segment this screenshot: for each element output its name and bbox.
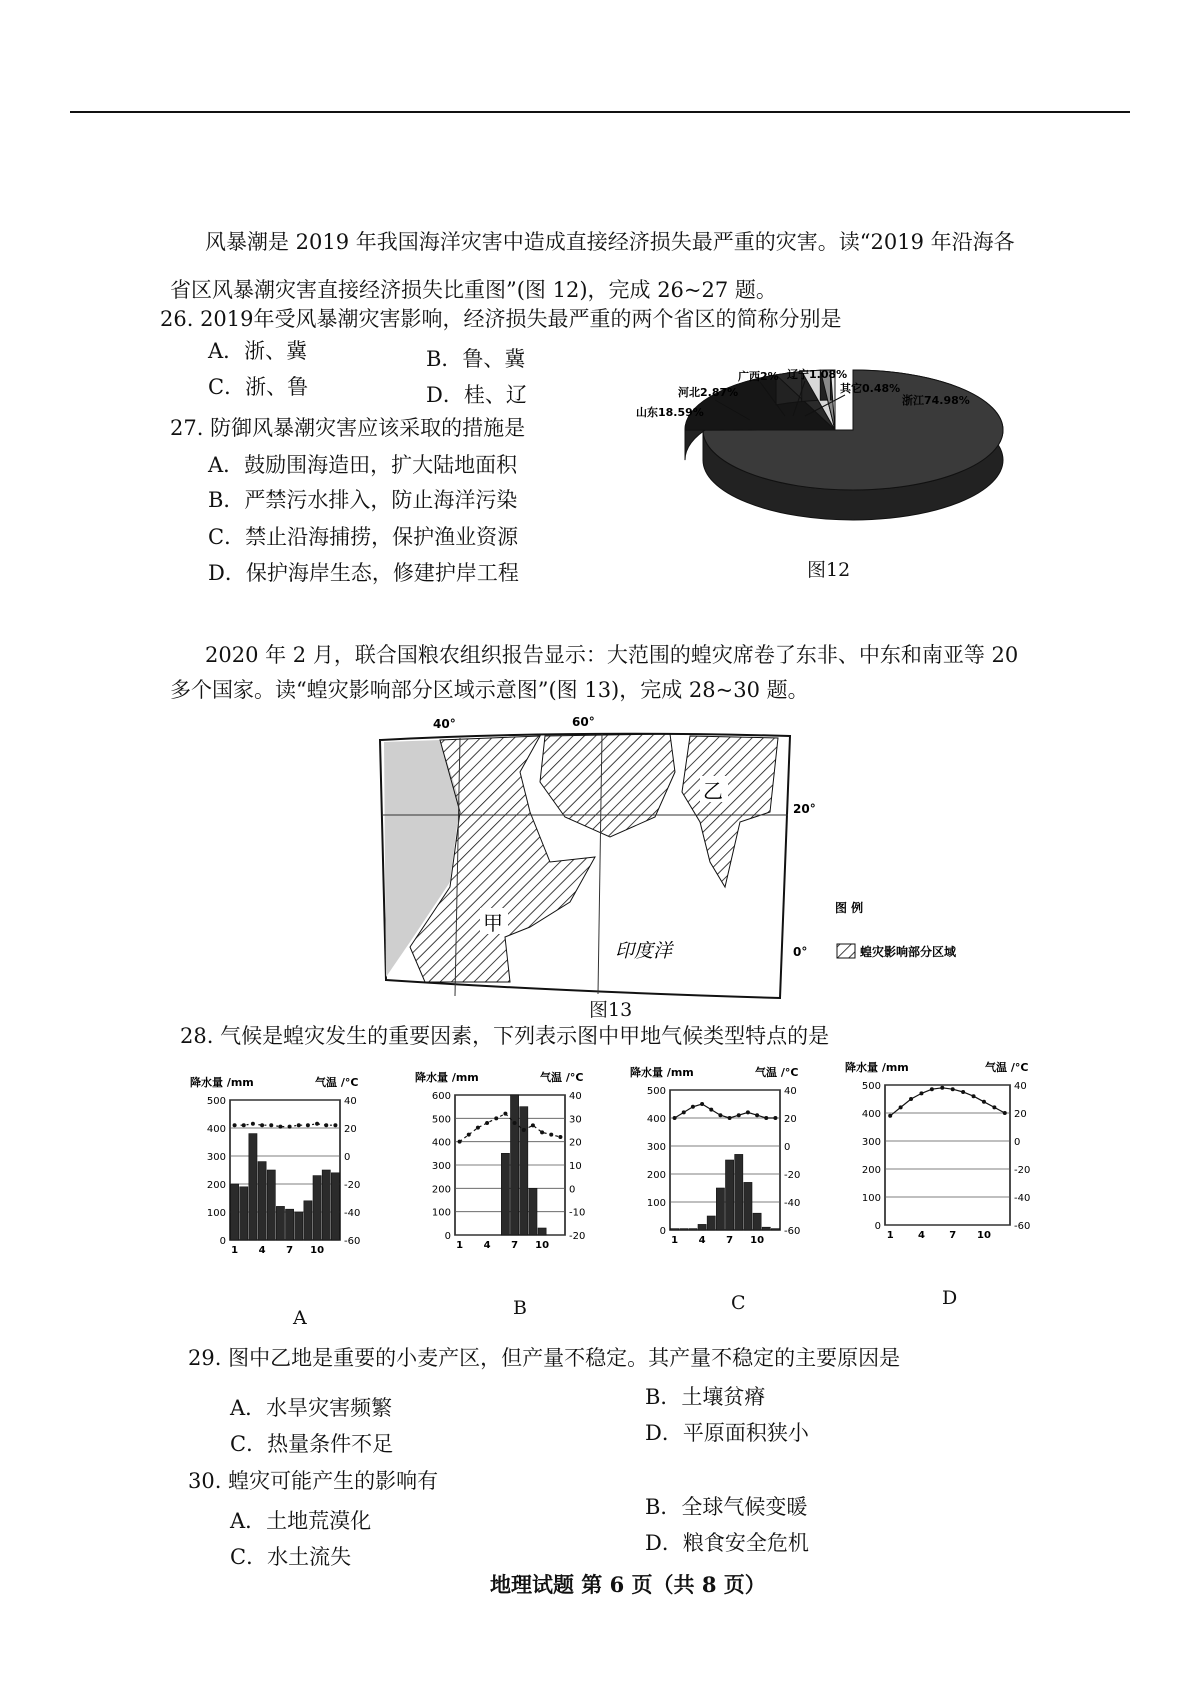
fig12-pie-chart (630, 360, 1010, 550)
climate-ytick: 100 (431, 1207, 451, 1219)
climate-ylabel-D: 降水量 /mm (845, 1061, 909, 1074)
climate-xtick: 10 (310, 1245, 325, 1256)
climate-bar-B-9 (529, 1188, 537, 1235)
passage2-line2: 多个国家。读“蝗灾影响部分区域示意图”(图 13)，完成 28~30 题。 (170, 678, 809, 702)
map-legend-swatch (837, 944, 855, 958)
climate-xtick: 10 (750, 1235, 765, 1246)
chart-b-label: B (513, 1297, 527, 1319)
climate-ytick: 300 (206, 1152, 226, 1163)
climate-xtick: 4 (483, 1240, 491, 1251)
q27-option-d: D．保护海岸生态，修建护岸工程 (208, 561, 519, 585)
climate-xtick: 1 (231, 1245, 239, 1256)
climate-ytick: 500 (646, 1086, 666, 1097)
climate-temp-point (773, 1116, 777, 1120)
map-label-ocean: 印度洋 (615, 940, 673, 962)
q29-stem: 29. 图中乙地是重要的小麦产区，但产量不稳定。其产量不稳定的主要原因是 (188, 1346, 901, 1370)
climate-y2tick: -20 (344, 1180, 361, 1191)
climate-ytick: 200 (861, 1165, 881, 1176)
climate-temp-point (494, 1116, 498, 1120)
fig13-locust-map (370, 712, 970, 1002)
map-lon-40: 40° (433, 717, 456, 731)
climate-ytick: 100 (206, 1208, 226, 1219)
climate-y2tick: -60 (1014, 1221, 1031, 1232)
climate-ytick: 100 (646, 1198, 666, 1209)
climate-temp-point (540, 1130, 544, 1134)
climate-xtick: 10 (535, 1240, 550, 1251)
climate-y2tick: -20 (1014, 1165, 1031, 1176)
q27-stem: 27. 防御风暴潮灾害应该采取的措施是 (170, 416, 526, 440)
climate-y2tick: 40 (344, 1096, 357, 1107)
climate-xtick: 4 (698, 1235, 706, 1246)
climate-y2tick: 20 (569, 1137, 582, 1149)
q30-option-d: D．粮食安全危机 (645, 1531, 809, 1555)
climate-ytick: 400 (646, 1114, 666, 1125)
climate-temp-point (260, 1123, 264, 1127)
fig12-caption: 图12 (807, 559, 851, 581)
climate-ylabel-A: 降水量 /mm (190, 1076, 254, 1089)
climate-ytick: 300 (861, 1137, 881, 1148)
chart-c-label: C (731, 1292, 746, 1314)
climate-y2tick: -40 (784, 1198, 801, 1209)
map-legend-title: 图 例 (835, 901, 864, 915)
climate-temp-point (982, 1100, 986, 1104)
climate-bar-B-8 (520, 1107, 528, 1235)
climate-xtick: 7 (511, 1240, 519, 1251)
climate-bar-A-2 (240, 1187, 248, 1240)
passage1-line1: 风暴潮是 2019 年我国海洋灾害中造成直接经济损失最严重的灾害。读“2019 年沿海各 (205, 230, 1015, 254)
climate-ytick: 400 (206, 1124, 226, 1135)
q27-option-a: A．鼓励围海造田，扩大陆地面积 (208, 453, 518, 477)
climate-temp-point (558, 1135, 562, 1139)
climate-ytick: 200 (646, 1170, 666, 1181)
climate-bar-B-6 (501, 1153, 509, 1235)
climate-bar-A-8 (295, 1212, 303, 1240)
q26-option-d: D．桂、辽 (426, 383, 527, 407)
climate-y2tick: 0 (569, 1184, 576, 1196)
pie-label-liaoning: 辽宁1.08% (787, 368, 848, 381)
climate-ylabel-B: 降水量 /mm (415, 1071, 479, 1084)
climate-temp-point (315, 1122, 319, 1126)
climate-xtick: 4 (258, 1245, 266, 1256)
climate-y2tick: 0 (784, 1142, 791, 1153)
climate-xtick: 10 (976, 1230, 991, 1241)
climate-bar-A-7 (286, 1209, 294, 1240)
climate-bar-C-7 (726, 1160, 734, 1230)
climate-y2tick: 20 (1014, 1109, 1027, 1120)
climate-temp-point (755, 1113, 759, 1117)
climate-ytick: 300 (431, 1161, 451, 1172)
climate-bar-C-11 (762, 1227, 770, 1230)
climate-temp-point (522, 1128, 526, 1132)
climate-temp-point (909, 1097, 913, 1101)
climate-ytick: 0 (219, 1236, 226, 1247)
climate-bar-A-6 (276, 1206, 284, 1240)
climate-temp-point (288, 1125, 292, 1129)
map-lat-20: 20° (793, 802, 816, 816)
climate-ytick: 0 (659, 1226, 666, 1237)
climate-temp-point (728, 1116, 732, 1120)
climate-temp-point (531, 1123, 535, 1127)
q29-option-a: A．水旱灾害频繁 (230, 1396, 393, 1420)
q28-stem: 28. 气候是蝗灾发生的重要因素，下列表示图中甲地气候类型特点的是 (180, 1024, 830, 1048)
climate-xtick: 1 (886, 1230, 894, 1241)
climate-temp-point (278, 1125, 282, 1129)
climate-ytick: 500 (861, 1081, 881, 1092)
climate-temp-point (251, 1122, 255, 1126)
climate-xtick: 4 (917, 1230, 925, 1241)
climate-bar-A-4 (258, 1162, 266, 1240)
climate-temp-point (297, 1123, 301, 1127)
climate-temp-point (306, 1123, 310, 1127)
climate-bar-A-12 (331, 1173, 339, 1240)
climate-bar-A-1 (231, 1184, 239, 1240)
climate-temp-point (467, 1133, 471, 1137)
climate-temp-point (673, 1116, 677, 1120)
q26-stem: 26. 2019年受风暴潮灾害影响，经济损失最严重的两个省区的简称分别是 (160, 307, 842, 331)
climate-temp-point (549, 1133, 553, 1137)
climate-y2label-A: 气温 /°C (315, 1076, 359, 1089)
q29-option-d: D．平原面积狭小 (645, 1421, 809, 1445)
climate-temp-point (458, 1140, 462, 1144)
climate-temp-point (513, 1121, 517, 1125)
climate-y2tick: 20 (784, 1114, 797, 1125)
climate-y2tick: 40 (1014, 1081, 1027, 1092)
climate-xtick: 1 (671, 1235, 679, 1246)
q27-option-c: C．禁止沿海捕捞，保护渔业资源 (208, 525, 519, 549)
climate-temp-point (919, 1091, 923, 1095)
climate-ytick: 400 (431, 1137, 451, 1149)
climate-temp-point (899, 1105, 903, 1109)
climate-temp-point (485, 1121, 489, 1125)
climate-bar-C-6 (716, 1188, 724, 1230)
climate-bar-C-10 (753, 1213, 761, 1230)
q29-option-b: B．土壤贫瘠 (645, 1385, 766, 1409)
climate-temp-point (691, 1105, 695, 1109)
climate-ytick: 0 (444, 1231, 451, 1242)
q30-option-a: A．土地荒漠化 (230, 1509, 372, 1533)
climate-ytick: 400 (861, 1109, 881, 1120)
climate-temp-point (737, 1113, 741, 1117)
climate-temp-point (951, 1087, 955, 1091)
climate-y2tick: 20 (344, 1124, 357, 1135)
q27-option-b: B．严禁污水排入，防止海洋污染 (208, 488, 518, 512)
climate-bar-A-3 (249, 1134, 257, 1240)
climate-temp-point (476, 1126, 480, 1130)
climate-y2tick: -10 (569, 1207, 586, 1219)
climate-y2tick: 0 (1014, 1137, 1021, 1148)
climate-temp-point (503, 1112, 507, 1116)
climate-y2tick: -40 (1014, 1193, 1031, 1204)
climate-bar-C-12 (771, 1229, 779, 1230)
top-rule (70, 111, 1130, 113)
climate-ylabel-C: 降水量 /mm (630, 1066, 694, 1079)
climate-bar-A-9 (304, 1201, 312, 1240)
climate-temp-point (700, 1102, 704, 1106)
climate-temp-point (972, 1094, 976, 1098)
climate-y2tick: -60 (344, 1236, 361, 1247)
climate-bar-A-5 (267, 1170, 275, 1240)
page-footer: 地理试题 第 6 页（共 8 页） (490, 1572, 766, 1597)
passage2-line1: 2020 年 2 月，联合国粮农组织报告显示：大范围的蝗灾席卷了东非、中东和南亚等 20 (205, 643, 1019, 667)
climate-bar-C-4 (698, 1224, 706, 1230)
climate-xtick: 1 (456, 1240, 464, 1251)
chart-a-label: A (293, 1307, 307, 1329)
q26-option-b: B．鲁、冀 (426, 347, 526, 371)
climate-y2tick: 10 (569, 1161, 582, 1172)
climate-charts (190, 1061, 1050, 1325)
climate-temp-point (242, 1123, 246, 1127)
climate-temp-point (1003, 1111, 1007, 1115)
climate-xtick: 7 (286, 1245, 294, 1256)
q26-option-c: C．浙、鲁 (208, 375, 309, 399)
climate-y2tick: 40 (784, 1086, 797, 1097)
climate-bar-A-11 (322, 1170, 330, 1240)
fig13-caption: 图13 (589, 999, 633, 1021)
climate-temp-point (930, 1087, 934, 1091)
q29-option-c: C．热量条件不足 (230, 1432, 394, 1456)
climate-y2label-C: 气温 /°C (755, 1066, 799, 1079)
map-lon-60: 60° (572, 715, 595, 729)
climate-temp-point (992, 1105, 996, 1109)
climate-temp-point (233, 1123, 237, 1127)
q26-option-a: A．浙、冀 (208, 339, 308, 363)
climate-temp-point (888, 1114, 892, 1118)
pie-label-hebei: 河北2.87% (678, 386, 739, 399)
climate-bar-B-10 (538, 1228, 546, 1235)
map-lat-0: 0° (793, 945, 808, 959)
climate-ytick: 200 (206, 1180, 226, 1191)
climate-bar-C-8 (735, 1154, 743, 1230)
climate-y2tick: 30 (569, 1114, 582, 1126)
climate-ytick: 600 (431, 1091, 451, 1102)
climate-bar-C-9 (744, 1182, 752, 1230)
pie-label-other: 其它0.48% (840, 382, 901, 395)
climate-temp-point (718, 1113, 722, 1117)
pie-label-guangxi: 广西2% (738, 370, 779, 383)
climate-bar-C-5 (707, 1216, 715, 1230)
climate-temp-point (940, 1086, 944, 1090)
pie-label-shandong: 山东18.59% (636, 406, 704, 419)
climate-temp-point (682, 1110, 686, 1114)
climate-temp-point (333, 1123, 337, 1127)
climate-xtick: 7 (726, 1235, 734, 1246)
climate-bar-C-3 (689, 1229, 697, 1230)
map-label-yi: 乙 (703, 779, 723, 803)
chart-d-label: D (942, 1287, 958, 1309)
climate-ytick: 0 (874, 1221, 881, 1232)
climate-ytick: 300 (646, 1142, 666, 1153)
climate-temp-point (324, 1123, 328, 1127)
climate-bar-B-7 (511, 1095, 519, 1235)
map-legend-item: 蝗灾影响部分区域 (860, 945, 957, 959)
climate-bar-A-10 (313, 1176, 321, 1240)
map-label-jia: 甲 (483, 911, 503, 935)
climate-y2tick: -20 (784, 1170, 801, 1181)
climate-y2tick: -60 (784, 1226, 801, 1237)
climate-ytick: 100 (861, 1193, 881, 1204)
q30-option-c: C．水土流失 (230, 1545, 352, 1569)
climate-y2tick: -40 (344, 1208, 361, 1219)
climate-bar-C-2 (680, 1229, 688, 1230)
climate-ytick: 200 (431, 1184, 451, 1196)
climate-temp-point (709, 1108, 713, 1112)
climate-y2tick: 0 (344, 1152, 351, 1163)
climate-temp-point (961, 1090, 965, 1094)
climate-bar-C-1 (671, 1229, 679, 1230)
climate-y2tick: -20 (569, 1231, 586, 1242)
q30-option-b: B．全球气候变暖 (645, 1495, 808, 1519)
pie-label-zhejiang: 浙江74.98% (902, 394, 970, 407)
climate-ytick: 500 (206, 1096, 226, 1107)
q30-stem: 30. 蝗灾可能产生的影响有 (188, 1469, 439, 1493)
climate-temp-point (746, 1110, 750, 1114)
climate-temp-point (764, 1116, 768, 1120)
climate-y2tick: 40 (569, 1091, 582, 1102)
climate-y2label-B: 气温 /°C (540, 1071, 584, 1084)
climate-ytick: 500 (431, 1114, 451, 1126)
climate-temp-point (269, 1123, 273, 1127)
climate-xtick: 7 (949, 1230, 957, 1241)
passage1-line2: 省区风暴潮灾害直接经济损失比重图”(图 12)，完成 26~27 题。 (170, 278, 777, 302)
climate-y2label-D: 气温 /°C (985, 1061, 1029, 1074)
